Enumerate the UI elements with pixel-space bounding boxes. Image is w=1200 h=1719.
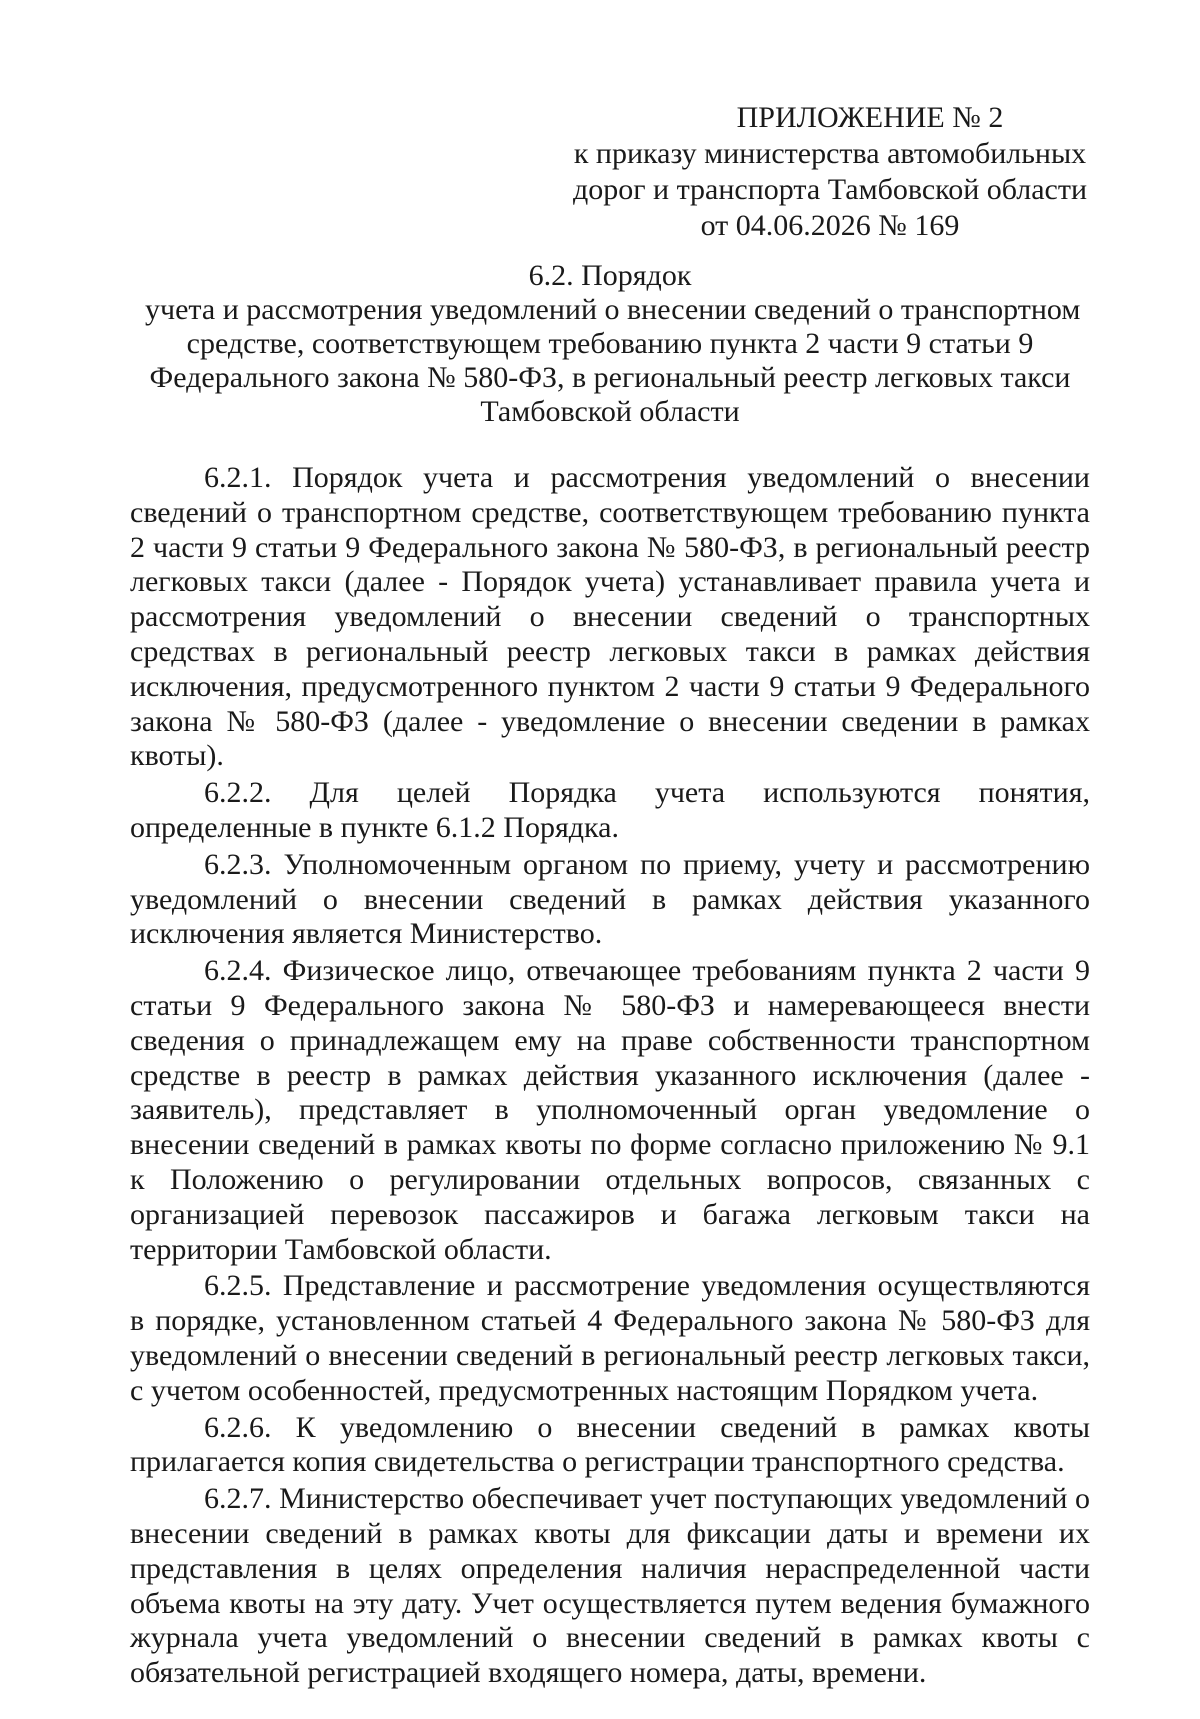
heading-line-1: учета и рассмотрения уведомлений о внесении сведений о транспортном — [145, 293, 1081, 326]
heading-line-2: средстве, соответствующем требованию пункта 2 части 9 статьи 9 — [186, 327, 1034, 360]
paragraph-6-2-1: 6.2.1. Порядок учета и рассмотрения уведомлений о внесении сведений о транспортном средстве, соответствующем требованию пункта 2 части 9 статьи 9 Федерального закона № 580-ФЗ, в региональный реестр легковых такси (далее - Порядок учета) устанавливает правила учета и рассмотрения уведомлений о внесении сведений о транспортных средствах в региональный реестр легковых такси в рамках действия исключения, предусмотренного пунктом 2 части 9 статьи 9 Федерального закона № 580-ФЗ (далее - уведомление о внесении сведении в рамках квоты). — [130, 461, 1090, 773]
paragraph-6-2-2: 6.2.2. Для целей Порядка учета используются понятия, определенные в пункте 6.1.2 Порядка. — [130, 776, 1090, 844]
paragraph-6-2-7: 6.2.7. Министерство обеспечивает учет поступающих уведомлений о внесении сведений в рамках квоты для фиксации даты и времени их представления в целях определения наличия нераспределенной части объема квоты на эту дату. Учет осуществляется путем ведения бумажного журнала учета уведомлений о внесении сведений в рамках квоты с обязательной регистрацией входящего номера, даты, времени. — [130, 1482, 1090, 1690]
paragraph-6-2-4: 6.2.4. Физическое лицо, отвечающее требованиям пункта 2 части 9 статьи 9 Федерального закона № 580-ФЗ и намеревающееся внести сведения о принадлежащем ему на праве собственности транспортном средстве в реестр в рамках действия указанного исключения (далее - заявитель), представляет в уполномоченный орган уведомление о внесении сведений в рамках квоты по форме согласно приложению № 9.1 к Положению о регулировании отдельных вопросов, связанных с организацией перевозок пассажиров и багажа легковым такси на территории Тамбовской области. — [130, 954, 1090, 1266]
appendix-order-line-2: дорог и транспорта Тамбовской области — [572, 173, 1088, 206]
appendix-order-line-1: к приказу министерства автомобильных — [573, 137, 1087, 170]
appendix-date-line: от 04.06.2026 № 169 — [700, 209, 960, 242]
document-body — [130, 461, 1090, 1691]
heading-line-3: Федерального закона № 580-ФЗ, в региональный реестр легковых такси — [149, 361, 1071, 394]
appendix-title: ПРИЛОЖЕНИЕ № 2 — [736, 101, 1004, 134]
heading-number: 6.2. Порядок — [528, 259, 692, 292]
paragraph-6-2-6: 6.2.6. К уведомлению о внесении сведений в рамках квоты прилагается копия свидетельства о регистрации транспортного средства. — [130, 1410, 1090, 1479]
paragraph-6-2-5: 6.2.5. Представление и рассмотрение уведомления осуществляются в порядке, установленном статьей 4 Федерального закона № 580-ФЗ для уведомлений о внесении сведений в региональный реестр легковых такси, с учетом особенностей, предусмотренных настоящим Порядком учета. — [130, 1269, 1090, 1407]
paragraph-6-2-3: 6.2.3. Уполномоченным органом по приему, учету и рассмотрению уведомлений о внесении сведений в рамках действия указанного исключения является Министерство. — [130, 847, 1090, 951]
section-heading — [145, 259, 1081, 429]
heading-line-4: Тамбовской области — [480, 395, 740, 428]
appendix-block — [560, 100, 1100, 244]
